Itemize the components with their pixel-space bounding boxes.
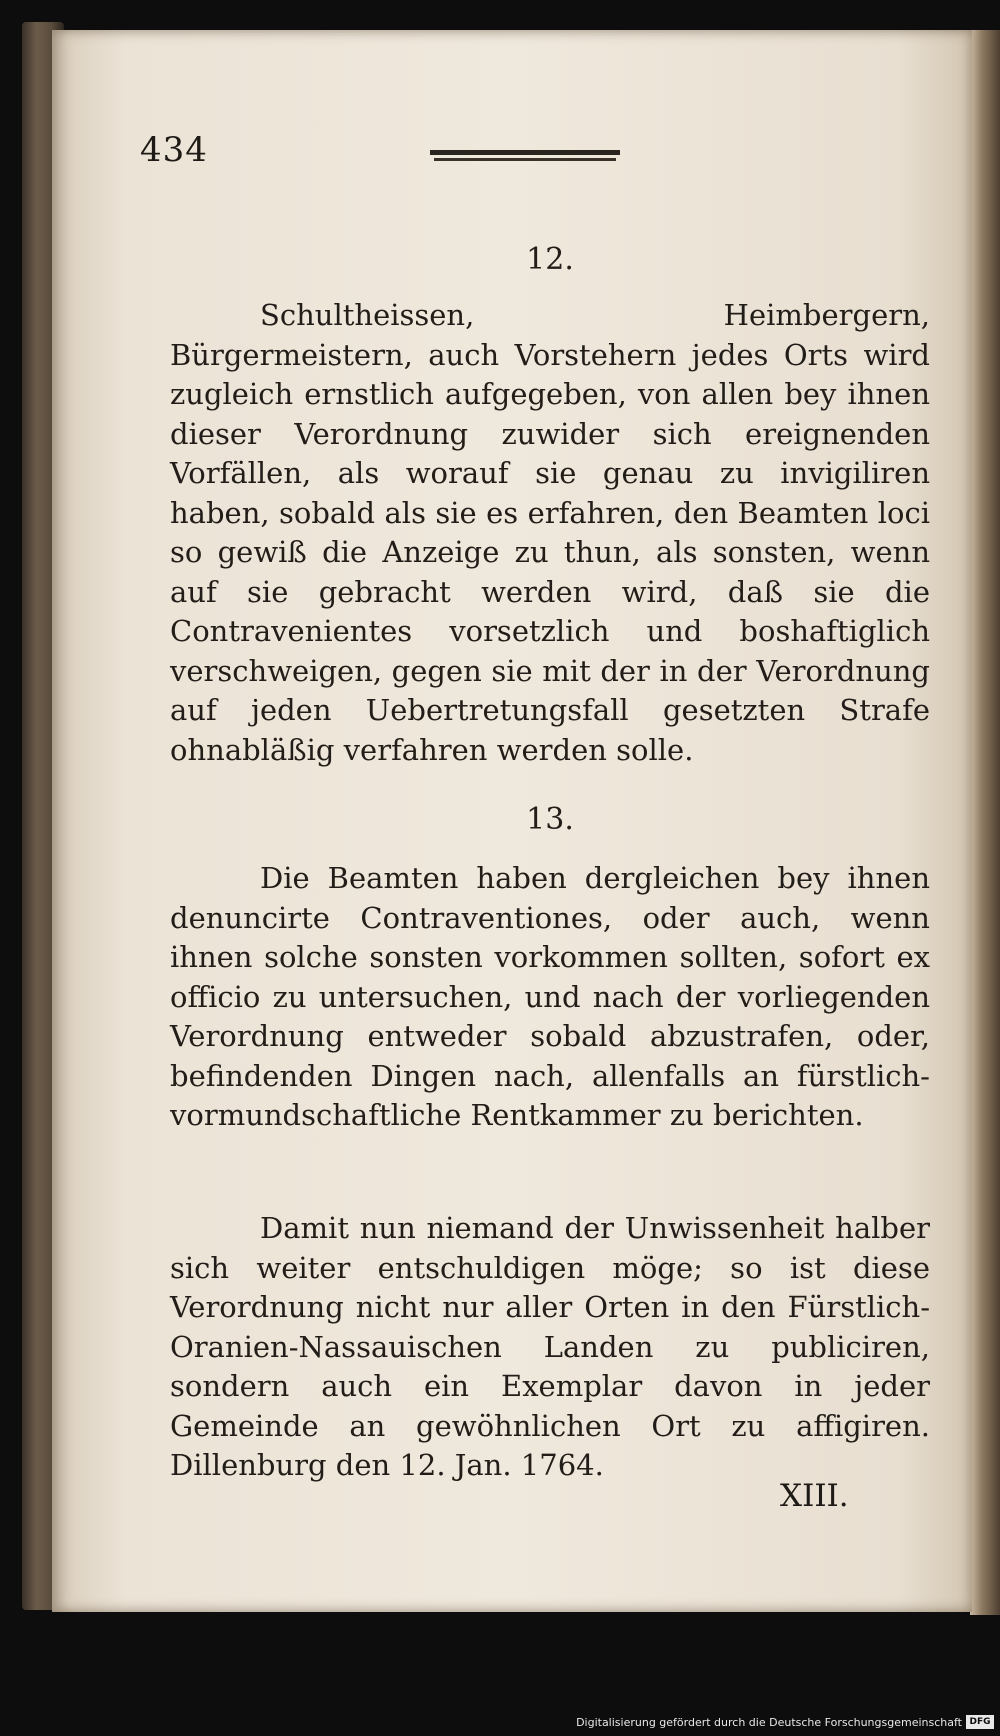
running-head: [140, 130, 920, 180]
footer-credit-text: Digitalisierung gefördert durch die Deutsche Forschungsgemeinschaft: [576, 1716, 962, 1729]
section-12-paragraph: Schultheissen, Heimbergern, Bürgermeistern, auch Vorstehern jedes Orts wird zugleich ernstlich aufgegeben, von allen bey ihnen dieser Verordnung zuwider sich ereignenden Vorfällen, als worauf sie genau zu invigiliren haben, sobald als sie es erfahren, den Beamten loci so gewiß die Anzeige zu thun, als sonsten, wenn auf sie gebracht werden wird, daß sie die Contravenientes vorsetzlich und boshaftiglich verschweigen, gegen sie mit der in der Verordnung auf jeden Uebertretungsfall gesetzten Strafe ohnabläßig verfahren werden solle.: [170, 298, 930, 767]
header-ornament-rule: [430, 150, 620, 164]
dfg-logo-icon: DFG: [966, 1715, 994, 1729]
page-edge: [970, 30, 1000, 1615]
section-number-13: 13.: [526, 802, 574, 837]
catchword: XIII.: [780, 1478, 849, 1514]
section-number-12: 12.: [526, 242, 574, 277]
closing-paragraph: Damit nun niemand der Unwissenheit halber sich weiter entschuldigen möge; so ist diese Verordnung nicht nur aller Orten in den Fürstlich-Oranien-Nassauischen Landen zu publiciren, sondern auch ein Exemplar davon in jeder Gemeinde an gewöhnlichen Ort zu affigiren. Dillenburg den 12. Jan. 1764.: [170, 1211, 930, 1482]
page-number: 434: [140, 130, 208, 170]
digitization-footer: [0, 1712, 1000, 1736]
section-13-paragraph: Die Beamten haben dergleichen bey ihnen denuncirte Contraventiones, oder auch, wenn ihnen solche sonsten vorkommen sollten, sofort ex officio zu untersuchen, und nach der vorliegenden Verordnung entweder sobald abzustrafen, oder, befindenden Dingen nach, allenfalls an fürstlich-vormundschaftliche Rentkammer zu berichten.: [170, 861, 930, 1132]
